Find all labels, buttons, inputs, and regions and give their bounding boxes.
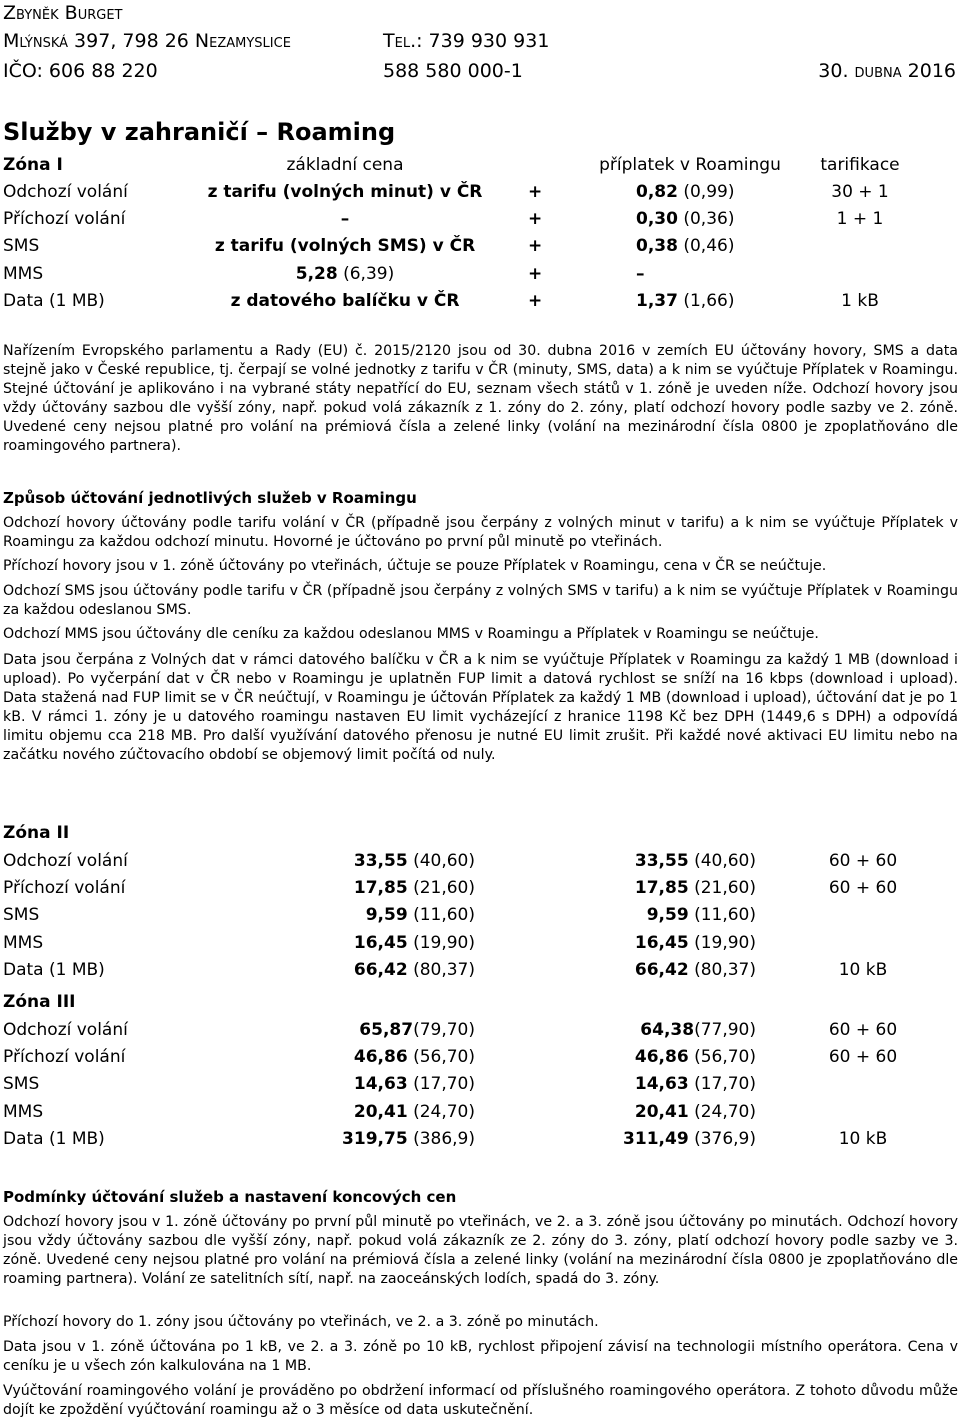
zone1-row-surcharge: 0,38 (0,46) (636, 236, 735, 256)
zone1-row-tariff: 1 + 1 (836, 209, 884, 229)
zone2-row-price: 66,42 (80,37) (353, 960, 475, 980)
billing-paragraph: Odchozí SMS jsou účtovány podle tarifu v ČR (případně jsou čerpány z volných SMS v tarifu) a k nim se vyúčtuje Příplatek v Roamingu za každou odeslanou SMS. (3, 583, 958, 618)
zone2-row-surcharge: 9,59 (11,60) (646, 905, 756, 925)
zone3-row-tariff: 10 kB (838, 1129, 888, 1149)
billing-paragraph: Data jsou čerpána z Volných dat v rámci datového balíčku v ČR a k nim se vyúčtuje Příplatek v Roamingu za každý 1 MB (download i upload). Po vyčerpání dat v ČR nebo v Roamingu je uplatněn FUP limit a datová rychlost se sníží na 16 kbps (download i upload). Data stažená nad FUP limit se v ČR neúčtují, v Roamingu je účtován Příplatek za každý 1 MB (download i upload), účtování dat je po 1 kB. V rámci 1. zóny je u datového roamingu nastaven EU limit vycházející z hranice 1198 Kč bez DPH (1449,6 s DPH) a odpovídá limitu objemu cca 218 MB. Pro další využívání datového přenosu je nutné EU limit zrušit. Při každé nové aktivaci EU limitu nebo na začátku nového zúčtovacího období se objemový limit počítá od nuly. (3, 652, 958, 763)
zone1-row-base: – (340, 209, 350, 229)
zone2-row-price: 33,55 (40,60) (353, 851, 475, 871)
conditions-paragraph: Data jsou v 1. zóně účtována po 1 kB, ve 2. a 3. zóně po 10 kB, rychlost připojení závisí na technologii místního operátora. Cena v ceníku je u všech zón kalkulována na 1 MB. (3, 1339, 958, 1374)
zone1-col-base: základní cena (286, 155, 404, 175)
zone3-row-surcharge: 64,38(77,90) (640, 1020, 756, 1040)
zone2-row-tariff: 60 + 60 (828, 878, 898, 898)
zone3-row-surcharge: 14,63 (17,70) (634, 1074, 756, 1094)
zone3-label: Zóna III (3, 992, 76, 1012)
zone3-row-surcharge: 20,41 (24,70) (634, 1102, 756, 1122)
billing-paragraph: Příchozí hovory jsou v 1. zóně účtovány po vteřinách, účtuje se pouze Příplatek v Roamingu, cena v ČR se neúčtuje. (3, 558, 827, 574)
zone1-label: Zóna I (3, 155, 63, 175)
zone2-row-price: 17,85 (21,60) (353, 878, 475, 898)
company-name: Zbyněk Burget (3, 2, 123, 24)
zone1-row-surcharge: 0,82 (0,99) (636, 182, 735, 202)
zone2-row-service: MMS (3, 933, 44, 953)
zone2-label: Zóna II (3, 823, 70, 843)
zone3-row-tariff: 60 + 60 (828, 1020, 898, 1040)
company-address: Mlýnská 397, 798 26 Nezamyslice (3, 30, 291, 52)
zone1-row-surcharge: 0,30 (0,36) (636, 209, 735, 229)
conditions-paragraph: Příchozí hovory do 1. zóny jsou účtovány po vteřinách, ve 2. a 3. zóně po minutách. (3, 1314, 599, 1330)
zone3-row-service: Příchozí volání (3, 1047, 126, 1067)
zone1-row-service: Příchozí volání (3, 209, 126, 229)
billing-paragraph: Odchozí MMS jsou účtovány dle ceníku za každou odeslanou MMS v Roamingu a Příplatek v Roamingu se neúčtuje. (3, 626, 819, 642)
zone1-row-plus: + (528, 291, 543, 311)
zone3-row-price: 20,41 (24,70) (353, 1102, 475, 1122)
zone1-row-surcharge: 1,37 (1,66) (636, 291, 735, 311)
zone1-row-plus: + (528, 182, 543, 202)
company-phone: Tel.: 739 930 931 (383, 30, 550, 52)
billing-paragraph: Odchozí hovory účtovány podle tarifu volání v ČR (případně jsou čerpány z volných minut v tarifu) a k nim se vyúčtuje Příplatek v Roamingu za každou odchozí minutu. Hovorné je účtováno po první půl minutě po vteřinách. (3, 515, 958, 550)
bank-account: 588 580 000-1 (383, 60, 523, 82)
company-ico: IČO: 606 88 220 (3, 60, 158, 82)
zone1-row-base: z tarifu (volných minut) v ČR (207, 182, 483, 202)
zone1-row-base: z datového balíčku v ČR (230, 291, 460, 311)
zone1-row-service: Odchozí volání (3, 182, 128, 202)
zone1-row-plus: + (528, 264, 543, 284)
zone2-row-price: 9,59 (11,60) (365, 905, 475, 925)
conditions-paragraph: Odchozí hovory jsou v 1. zóně účtovány po první půl minutě po vteřinách, ve 2. a 3. zóně jsou účtovány po minutách. Odchozí hovory jsou vždy účtovány sazbou dle vyšší zóny, např. pokud volá zákazník ze 2. zóny do 3. zóny, platí odchozí hovory podle sazby ve 3. zóně. Uvedené ceny nejsou platné pro volání na prémiová čísla a zelené linky (volání na mezinárodní čísla 0800 je zpoplatňováno dle roaming partnera). Volání ze satelitních sítí, např. na zaoceánských lodích, spadá do 3. zóny. (3, 1214, 958, 1287)
zone1-row-base: z tarifu (volných SMS) v ČR (214, 236, 476, 256)
zone1-row-plus: + (528, 209, 543, 229)
zone2-row-service: Příchozí volání (3, 878, 126, 898)
zone1-row-surcharge: – (636, 264, 645, 284)
zone1-col-tariff: tarifikace (820, 155, 900, 175)
zone1-row-base: 5,28 (6,39) (295, 264, 395, 284)
zone3-row-tariff: 60 + 60 (828, 1047, 898, 1067)
zone2-row-surcharge: 33,55 (40,60) (634, 851, 756, 871)
zone3-row-price: 319,75 (386,9) (342, 1129, 475, 1149)
zone2-row-surcharge: 66,42 (80,37) (634, 960, 756, 980)
zone3-row-price: 14,63 (17,70) (353, 1074, 475, 1094)
zone3-row-surcharge: 311,49 (376,9) (623, 1129, 756, 1149)
zone2-row-surcharge: 17,85 (21,60) (634, 878, 756, 898)
zone3-row-service: SMS (3, 1074, 40, 1094)
zone3-row-price: 65,87(79,70) (359, 1020, 475, 1040)
billing-heading: Způsob účtování jednotlivých služeb v Roamingu (3, 489, 417, 507)
zone3-row-service: MMS (3, 1102, 44, 1122)
document-date: 30. dubna 2016 (818, 60, 956, 82)
zone1-row-service: Data (1 MB) (3, 291, 105, 311)
zone3-row-service: Odchozí volání (3, 1020, 128, 1040)
zone1-row-tariff: 1 kB (841, 291, 879, 311)
page-title: Služby v zahraničí – Roaming (3, 118, 396, 146)
zone2-row-service: SMS (3, 905, 40, 925)
zone1-col-surcharge: příplatek v Roamingu (599, 155, 781, 175)
zone3-row-service: Data (1 MB) (3, 1129, 105, 1149)
zone2-row-surcharge: 16,45 (19,90) (634, 933, 756, 953)
zone1-row-service: MMS (3, 264, 44, 284)
eu-regulation-note: Nařízením Evropského parlamentu a Rady (EU) č. 2015/2120 jsou od 30. dubna 2016 v zemích EU účtovány hovory, SMS a data stejně jako v České republice, tj. čerpají se volné jednotky z tarifu v ČR (minuty, SMS, data) a k nim se vyúčtuje Příplatek v Roamingu. Stejné účtování je aplikováno i na vybrané státy nepatřící do EU, seznam všech států v 1. zóně je uveden níže. Odchozí hovory jsou vždy účtovány sazbou dle vyšší zóny, např. pokud volá zákazník z 1. zóny do 2. zóny, platí odchozí hovory podle sazby ve 2. zóně. Uvedené ceny nejsou platné pro volání na prémiová čísla a zelené linky (volání na mezinárodní čísla 0800 je zpoplatňováno dle roamingového partnera). (3, 343, 958, 454)
zone2-row-service: Data (1 MB) (3, 960, 105, 980)
conditions-paragraph: Vyúčtování roamingového volání je prováděno po obdržení informací od příslušného roamingového operátora. Z tohoto důvodu může dojít ke zpoždění vyúčtování roamingu až o 3 měsíce od data uskutečnění. (3, 1383, 958, 1418)
zone1-row-plus: + (528, 236, 543, 256)
zone2-row-tariff: 60 + 60 (828, 851, 898, 871)
zone2-row-price: 16,45 (19,90) (353, 933, 475, 953)
zone2-row-tariff: 10 kB (838, 960, 888, 980)
zone3-row-surcharge: 46,86 (56,70) (634, 1047, 756, 1067)
zone1-row-tariff: 30 + 1 (831, 182, 889, 202)
zone1-row-service: SMS (3, 236, 40, 256)
zone2-row-service: Odchozí volání (3, 851, 128, 871)
conditions-heading: Podmínky účtování služeb a nastavení koncových cen (3, 1188, 457, 1206)
zone3-row-price: 46,86 (56,70) (353, 1047, 475, 1067)
